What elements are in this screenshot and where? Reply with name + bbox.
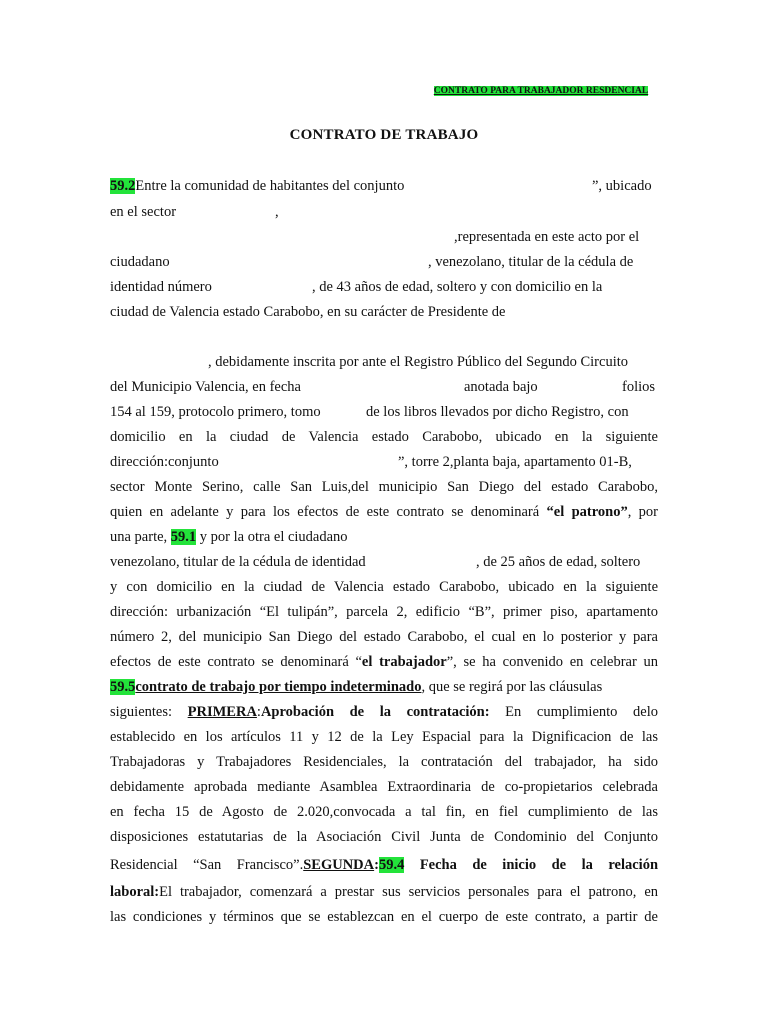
text-segment: siguientes: [110, 704, 188, 720]
text-segment: , venezolano, titular de la cédula de [428, 254, 634, 270]
clause-title: laboral: [110, 884, 160, 900]
text-line [110, 300, 658, 325]
text-line: en fecha 15 de Agosto de 2.020,convocada a tal fin, en fiel cumplimiento de las [110, 804, 658, 820]
text-segment: folios [622, 379, 656, 395]
text-segment: una parte, [110, 529, 171, 545]
clause-title: Aprobación de la contratación: [260, 704, 490, 720]
text-line [110, 880, 658, 905]
text-segment: ”, torre 2,planta baja, apartamento 01-B, [398, 454, 632, 470]
text-segment: 154 al 159, protocolo primero, tomo [110, 404, 321, 420]
text-line [110, 275, 658, 300]
text-segment: dirección:conjunto [110, 454, 219, 470]
text-segment: : [256, 704, 261, 720]
text-line [110, 450, 658, 475]
text-line [110, 525, 658, 550]
text-line [110, 400, 658, 425]
contract-type-phrase: contrato de trabajo por tiempo indeterminado [135, 679, 422, 695]
text-segment: , de 25 años de edad, soltero [476, 554, 641, 570]
clause-heading-primera: PRIMERA [187, 704, 257, 720]
contract-type-tag [423, 85, 659, 98]
clause-marker: 59.2 [110, 178, 136, 194]
contract-type-highlight: CONTRATO PARA TRABAJADOR RESDENCIAL [433, 86, 649, 96]
text-segment: El trabajador, comenzará a prestar sus servicios personales para el patrono, en [159, 884, 658, 900]
text-segment: , por [627, 504, 658, 520]
text-line [110, 550, 658, 575]
clause-marker: 59.1 [170, 529, 197, 545]
text-segment: , que se regirá por las cláusulas [421, 679, 603, 695]
text-segment: , debidamente inscrita por ante el Registro Público del Segundo Circuito [208, 354, 629, 370]
text-line [110, 500, 658, 525]
text-segment: efectos de este contrato se denominará “ [110, 654, 362, 670]
text-line [110, 350, 658, 375]
text-line [110, 700, 658, 725]
text-line: sector Monte Serino, calle San Luis,del municipio San Diego del estado Carabobo, [110, 479, 658, 495]
clause-heading-segunda: SEGUNDA [303, 857, 375, 873]
text-segment: venezolano, titular de la cédula de identidad [110, 554, 366, 570]
text-segment: ”, se ha convenido en celebrar un [446, 654, 659, 670]
party-name-patrono: “el patrono” [546, 504, 628, 520]
text-segment: de los libros llevados por dicho Registro, con [366, 404, 629, 420]
text-line: domicilio en la ciudad de Valencia estado Carabobo, ubicado en la siguiente [110, 429, 658, 445]
text-segment: ciudadano [110, 254, 170, 270]
text-segment: y por la otra el ciudadano [196, 529, 348, 545]
text-segment: : [374, 857, 379, 873]
text-segment: ”, ubicado [592, 178, 652, 194]
text-segment: identidad número [110, 279, 212, 295]
text-line [110, 174, 658, 199]
text-segment: , [275, 204, 279, 220]
text-line [110, 853, 658, 878]
text-line: establecido en los artículos 11 y 12 de la Ley Espacial para la Dignificacion de las [110, 729, 658, 745]
text-line [110, 650, 658, 675]
text-segment: ciudad de Valencia estado Carabobo, en su carácter de Presidente de [110, 304, 506, 320]
text-segment: En cumplimiento delo [489, 704, 658, 720]
text-segment: , de 43 años de edad, soltero y con domicilio en la [312, 279, 603, 295]
text-line: disposiciones estatutarias de la Asociación Civil Junta de Condominio del Conjunto [110, 829, 658, 845]
text-line: debidamente aprobada mediante Asamblea Extraordinaria de co-propietarios celebrada [110, 779, 658, 795]
text-segment: Entre la comunidad de habitantes del conjunto [135, 178, 405, 194]
text-segment: del Municipio Valencia, en fecha [110, 379, 301, 395]
party-name-trabajador: el trabajador [361, 654, 447, 670]
text-line [110, 375, 658, 400]
text-segment: anotada bajo [464, 379, 538, 395]
text-line [110, 250, 658, 275]
clause-marker: 59.4 [378, 857, 405, 873]
text-line [110, 225, 658, 250]
text-line [110, 200, 658, 225]
text-line: dirección: urbanización “El tulipán”, parcela 2, edificio “B”, primer piso, apartamento [110, 604, 658, 620]
text-line: número 2, del municipio San Diego del estado Carabobo, el cual en lo posterior y para [110, 629, 658, 645]
text-segment: ,representada en este acto por el [454, 229, 640, 245]
text-segment: quien en adelante y para los efectos de este contrato se denominará [110, 504, 547, 520]
clause-title: Fecha de inicio de la relación [404, 857, 659, 873]
document-title: CONTRATO DE TRABAJO [289, 127, 479, 143]
text-line: Trabajadoras y Trabajadores Residenciales, la contratación del trabajador, ha sido [110, 754, 658, 770]
text-segment: Residencial “San Francisco”. [110, 857, 304, 873]
text-segment: en el sector [110, 204, 177, 220]
text-line: y con domicilio en la ciudad de Valencia estado Carabobo, ubicado en la siguiente [110, 579, 658, 595]
text-line [110, 675, 658, 700]
text-line: las condiciones y términos que se establezcan en el cuerpo de este contrato, a partir de [110, 909, 658, 925]
clause-marker: 59.5 [110, 679, 136, 695]
